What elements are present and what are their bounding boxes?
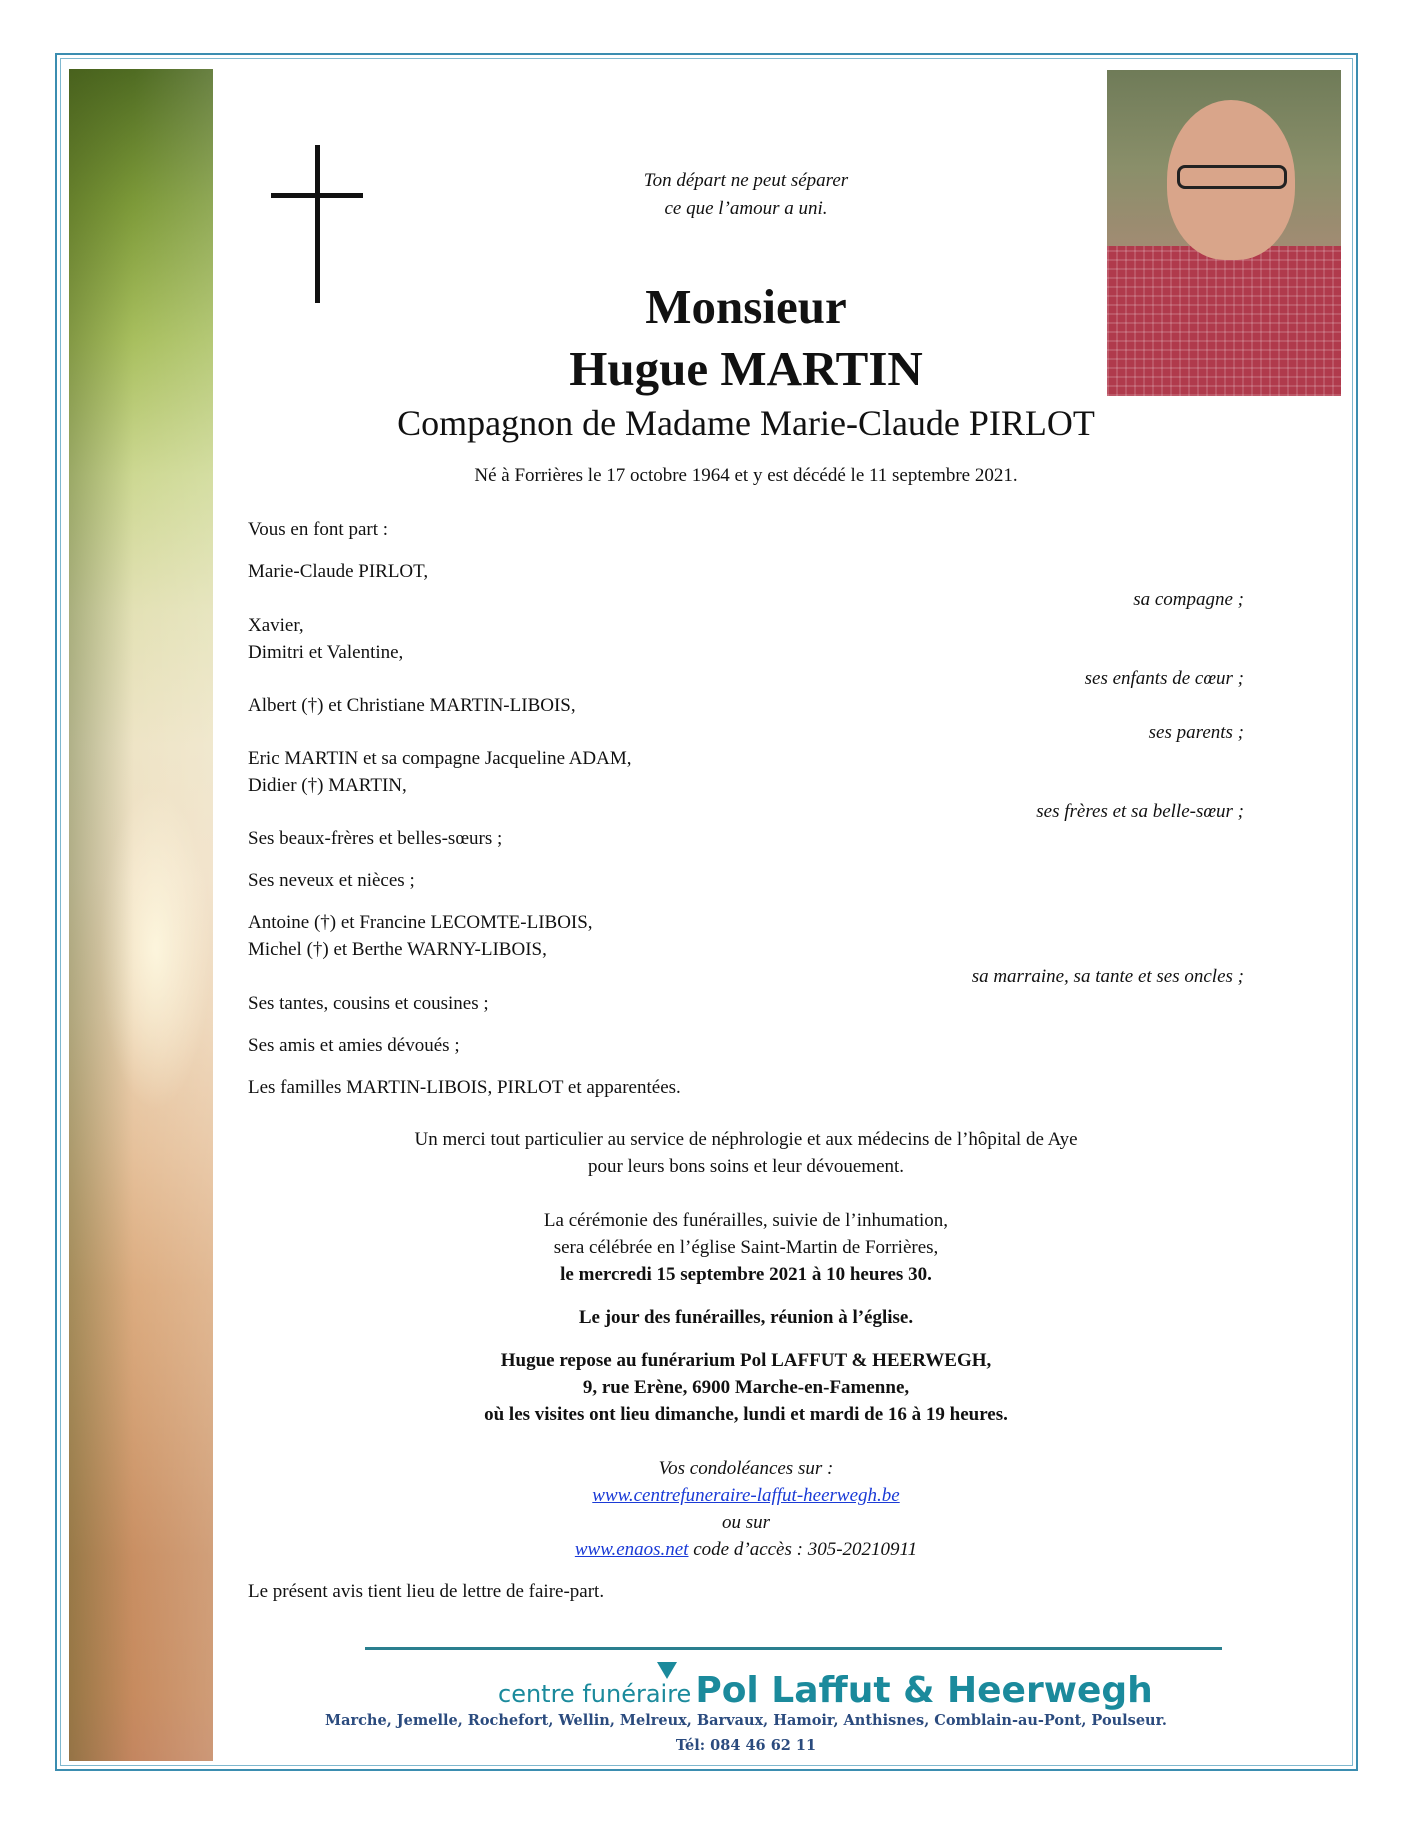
condolences-label: Vos condoléances sur : — [658, 1458, 834, 1479]
footer-towns: Marche, Jemelle, Rochefort, Wellin, Melreux, Barvaux, Hamoir, Anthisnes, Comblain-au-Pont, Poulseur. — [325, 1712, 1167, 1729]
family-role: sa marraine, sa tante et ses oncles ; — [971, 966, 1244, 987]
family-line: Albert (†) et Christiane MARTIN-LIBOIS, — [248, 695, 576, 716]
family-line: Eric MARTIN et sa compagne Jacqueline ADAM, — [248, 748, 632, 769]
visit-line-2: 9, rue Erène, 6900 Marche-en-Famenne, — [582, 1377, 910, 1398]
deceased-name: Hugue MARTIN — [569, 341, 923, 396]
family-line: Didier (†) MARTIN, — [248, 775, 407, 796]
condolences-or: ou sur — [721, 1512, 771, 1533]
condolences-link-row-1 — [246, 1485, 1246, 1507]
family-line: Ses tantes, cousins et cousines ; — [248, 993, 489, 1014]
family-line: Ses beaux-frères et belles-sœurs ; — [248, 828, 503, 849]
intro: Vous en font part : — [248, 519, 389, 540]
family-role: ses parents ; — [1148, 722, 1244, 743]
family-role: ses frères et sa belle-sœur ; — [1036, 801, 1244, 822]
footer-logo — [498, 1670, 1153, 1711]
family-line: Michel (†) et Berthe WARNY-LIBOIS, — [248, 939, 547, 960]
footer-phone: Tél: 084 46 62 11 — [675, 1737, 817, 1754]
logo-prefix: centre funéraire — [498, 1680, 692, 1708]
family-role: ses enfants de cœur ; — [1084, 668, 1244, 689]
family-line: Les familles MARTIN-LIBOIS, PIRLOT et apparentées. — [248, 1077, 681, 1098]
subtitle: Compagnon de Madame Marie-Claude PIRLOT — [397, 403, 1095, 443]
ceremony-line-1: La cérémonie des funérailles, suivie de l’inhumation, — [543, 1210, 949, 1231]
epigraph-line-1: Ton départ ne peut séparer — [643, 170, 849, 191]
ceremony-line-2: sera célébrée en l’église Saint-Martin de Forrières, — [553, 1237, 939, 1258]
deceased-photo — [1107, 70, 1341, 396]
family-line: Ses amis et amies dévoués ; — [248, 1035, 460, 1056]
visit-line-1: Hugue repose au funérarium Pol LAFFUT & HEERWEGH, — [500, 1350, 992, 1371]
cross-icon — [271, 145, 367, 303]
meeting-info: Le jour des funérailles, réunion à l’église. — [578, 1307, 914, 1328]
thanks-line-2: pour leurs bons soins et leur dévouement. — [587, 1156, 905, 1177]
family-line: Xavier, — [248, 615, 304, 636]
notice: Le présent avis tient lieu de lettre de faire-part. — [248, 1581, 605, 1602]
family-line: Marie-Claude PIRLOT, — [248, 561, 429, 582]
family-role: sa compagne ; — [1133, 589, 1244, 610]
thanks-line-1: Un merci tout particulier au service de néphrologie et aux médecins de l’hôpital de Aye — [414, 1129, 1078, 1150]
footer-divider — [365, 1647, 1222, 1650]
access-code: code d’accès : 305-20210911 — [688, 1539, 918, 1560]
visit-line-3: où les visites ont lieu dimanche, lundi et mardi de 16 à 19 heures. — [484, 1404, 1008, 1425]
forest-path-overlay — [69, 69, 213, 1761]
title-honorific: Monsieur — [645, 279, 847, 334]
birth-death-dates: Né à Forrières le 17 octobre 1964 et y est décédé le 11 septembre 2021. — [474, 465, 1018, 486]
enaos-link[interactable]: www.enaos.net — [574, 1539, 689, 1560]
family-line: Dimitri et Valentine, — [248, 642, 404, 663]
condolences-website-link[interactable]: www.centrefuneraire-laffut-heerwegh.be — [592, 1485, 900, 1506]
family-line: Ses neveux et nièces ; — [248, 870, 415, 891]
logo-brand: Pol Laffut & Heerwegh — [695, 1670, 1153, 1711]
epigraph-line-2: ce que l’amour a uni. — [664, 198, 828, 219]
family-line: Antoine (†) et Francine LECOMTE-LIBOIS, — [248, 912, 593, 933]
condolences-link-row-2 — [246, 1539, 1246, 1561]
ceremony-date: le mercredi 15 septembre 2021 à 10 heures 30. — [560, 1264, 932, 1285]
